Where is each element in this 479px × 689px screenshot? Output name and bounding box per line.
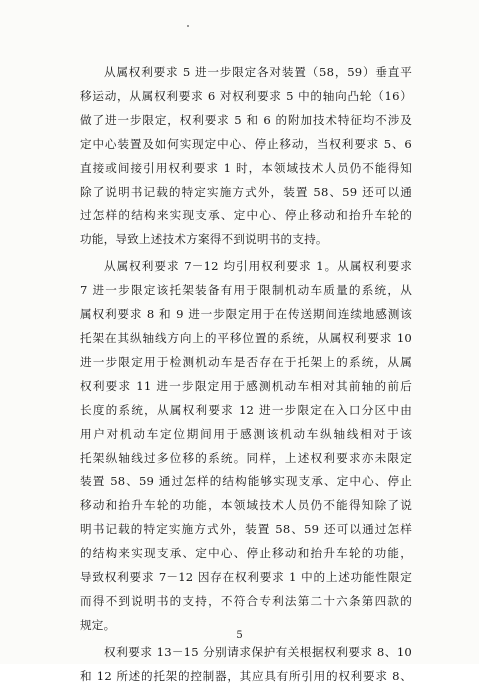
text-line: 规定。 [80,617,116,632]
text-line: 权利要求 11 进一步限定用于感测机动车相对其前轴的前后 [80,378,412,393]
text-line: 托架纵轴线过多位移的系统。同样，上述权利要求亦未限定 [80,450,412,465]
text-line: 的结构来实现支承、定中心、停止移动和抬升车轮的功能， [80,546,412,561]
text-line: 导致权利要求 7－12 因存在权利要求 1 中的上述功能性限定 [80,570,412,585]
text-line: 长度的系统，从属权利要求 12 进一步限定在入口分区中由 [80,402,412,417]
text-line: 定中心装置及如何实现定中心、停止移动，当权利要求 5、6 [80,136,412,151]
text-line: 从属权利要求 7－12 均引用权利要求 1。从属权利要求 [104,259,412,274]
paragraph-claims-13-15 [80,641,412,689]
text-line: 明书记载的特定实施方式外，装置 58、59 还可以通过怎样 [80,522,412,537]
text-line: 做了进一步限定，权利要求 5 和 6 的附加技术特征均不涉及 [80,112,412,127]
text-line: 过怎样的结构来实现支承、定中心、停止移动和抬升车轮的 [80,208,412,223]
text-line: 托架在其纵轴线方向上的平移位置的系统，从属权利要求 10 [80,330,412,345]
text-line: 和 12 所述的托架的控制器，其应具有所引用的权利要求 8、 [80,668,412,683]
text-line: 装置 58、59 通过怎样的结构能够实现支承、定中心、停止 [80,474,412,489]
paragraph-claims-5-6 [80,61,412,252]
scan-speck [187,25,189,27]
text-line: 除了说明书记载的特定实施方式外，装置 58、59 还可以通 [80,184,412,199]
page-number: 5 [236,630,243,641]
text-line: 7 进一步限定该托架装备有用于限制机动车质量的系统，从 [80,283,412,298]
text-line: 而得不到说明书的支持，不符合专利法第二十六条第四款的 [80,593,412,608]
text-line: 功能，导致上述技术方案得不到说明书的支持。 [80,232,328,247]
paragraph-claims-7-12 [80,255,412,638]
text-line: 移运动，从属权利要求 6 对权利要求 5 中的轴向凸轮（16） [80,88,412,103]
text-line: 直接或间接引用权利要求 1 时，本领域技术人员仍不能得知 [80,160,412,175]
text-line: 从属权利要求 5 进一步限定各对装置（58，59）垂直平 [104,65,412,79]
text-line: 权利要求 13－15 分别请求保护有关根据权利要求 8、10 [104,644,412,659]
text-line: 进一步限定用于检测机动车是否存在于托架上的系统，从属 [80,354,412,369]
document-body [80,61,412,689]
text-line: 属权利要求 8 和 9 进一步限定用于在传送期间连续地感测该 [80,307,412,322]
text-line: 用户对机动车定位期间用于感测该机动车纵轴线相对于该 [80,426,412,441]
text-line: 移动和抬升车轮的功能，本领域技术人员仍不能得知除了说 [80,498,412,513]
